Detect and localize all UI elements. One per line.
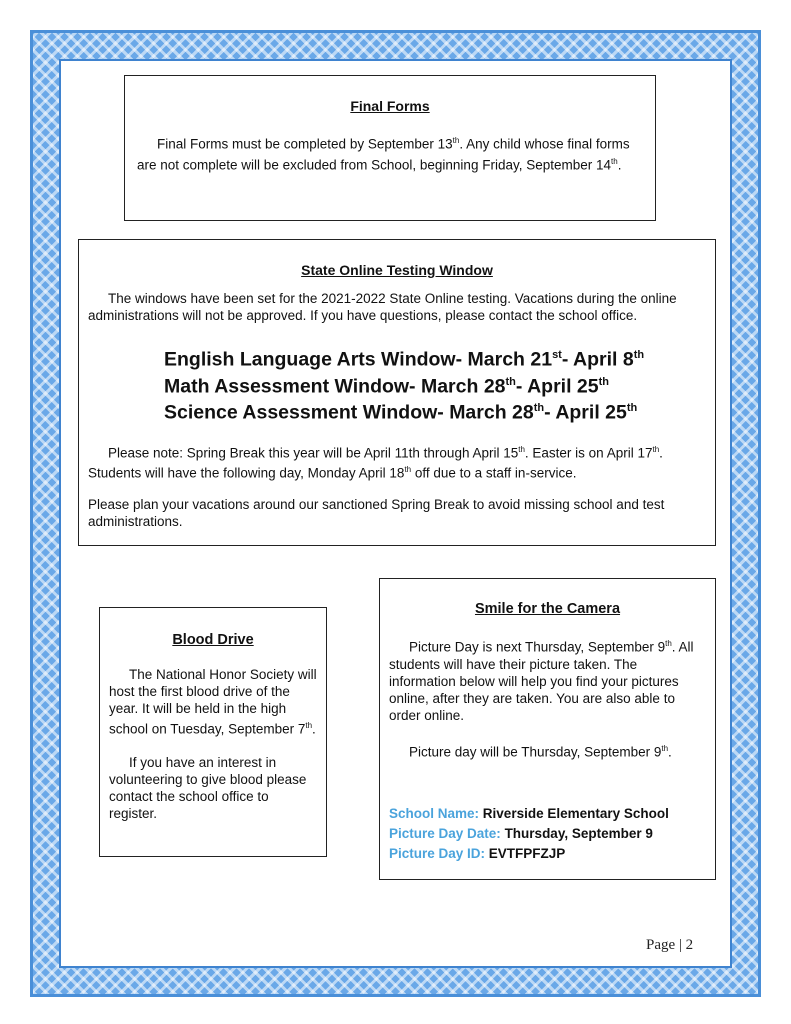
science-window: Science Assessment Window- March 28th- April 25th [164, 401, 638, 424]
math-window: Math Assessment Window- March 28th- April 25th [164, 375, 610, 397]
picture-day-date-row [389, 824, 715, 844]
vacation-plan-note: Please plan your vacations around our sanctioned Spring Break to avoid missing school and test administrations. [88, 496, 665, 529]
picture-day-date-note: Picture day will be Thursday, September 9th. [409, 743, 672, 759]
testing-intro: The windows have been set for the 2021-2022 State Online testing. Vacations during the online administrations will not be approved. If you have questions, please contact the school office. [88, 291, 677, 323]
school-name-value: Riverside Elementary School [482, 806, 669, 821]
final-forms-text: Final Forms must be completed by September 13th. Any child whose final forms are not complete will be excluded from School, beginning Friday, September 14th. [137, 136, 630, 172]
picture-day-id-value: EVTFPFZJP [488, 846, 566, 861]
picture-day-date-value: Thursday, September 9 [504, 826, 653, 841]
testing-window-title: State Online Testing Window [301, 262, 493, 278]
final-forms-title: Final Forms [350, 98, 430, 114]
page-number: Page | 2 [646, 937, 694, 953]
final-forms-box [124, 75, 656, 221]
picture-day-id-row [389, 844, 715, 864]
testing-window-box [78, 239, 716, 546]
picture-day-info [389, 804, 715, 864]
blood-drive-title: Blood Drive [172, 632, 254, 648]
picture-day-id-label: Picture Day ID: [389, 846, 486, 861]
blood-drive-register: If you have an interest in volunteering to give blood please contact the school office to register. [109, 754, 307, 821]
picture-day-title: Smile for the Camera [474, 601, 621, 617]
picture-day-details: Picture Day is next Thursday, September 9th. All students will have their picture taken. The information below will help you find your pictures online, after they are taken. You are also able to order online. [389, 639, 694, 723]
picture-day-box [379, 578, 716, 880]
testing-windows-list [164, 344, 715, 424]
blood-drive-details: The National Honor Society will host the first blood drive of the year. It will be held in the high school on Tuesday, September 7th. [109, 667, 317, 737]
ela-window: English Language Arts Window- March 21st- April 8th [164, 348, 645, 371]
picture-day-date-label: Picture Day Date: [389, 826, 501, 841]
spring-break-note: Please note: Spring Break this year will be April 11th through April 15th. Easter is on April 17th. Students will have the following day, Monday April 18th off due to a staff in-service. [88, 444, 663, 481]
blood-drive-box [99, 607, 327, 857]
school-name-row [389, 804, 715, 824]
school-name-label: School Name: [389, 806, 480, 821]
